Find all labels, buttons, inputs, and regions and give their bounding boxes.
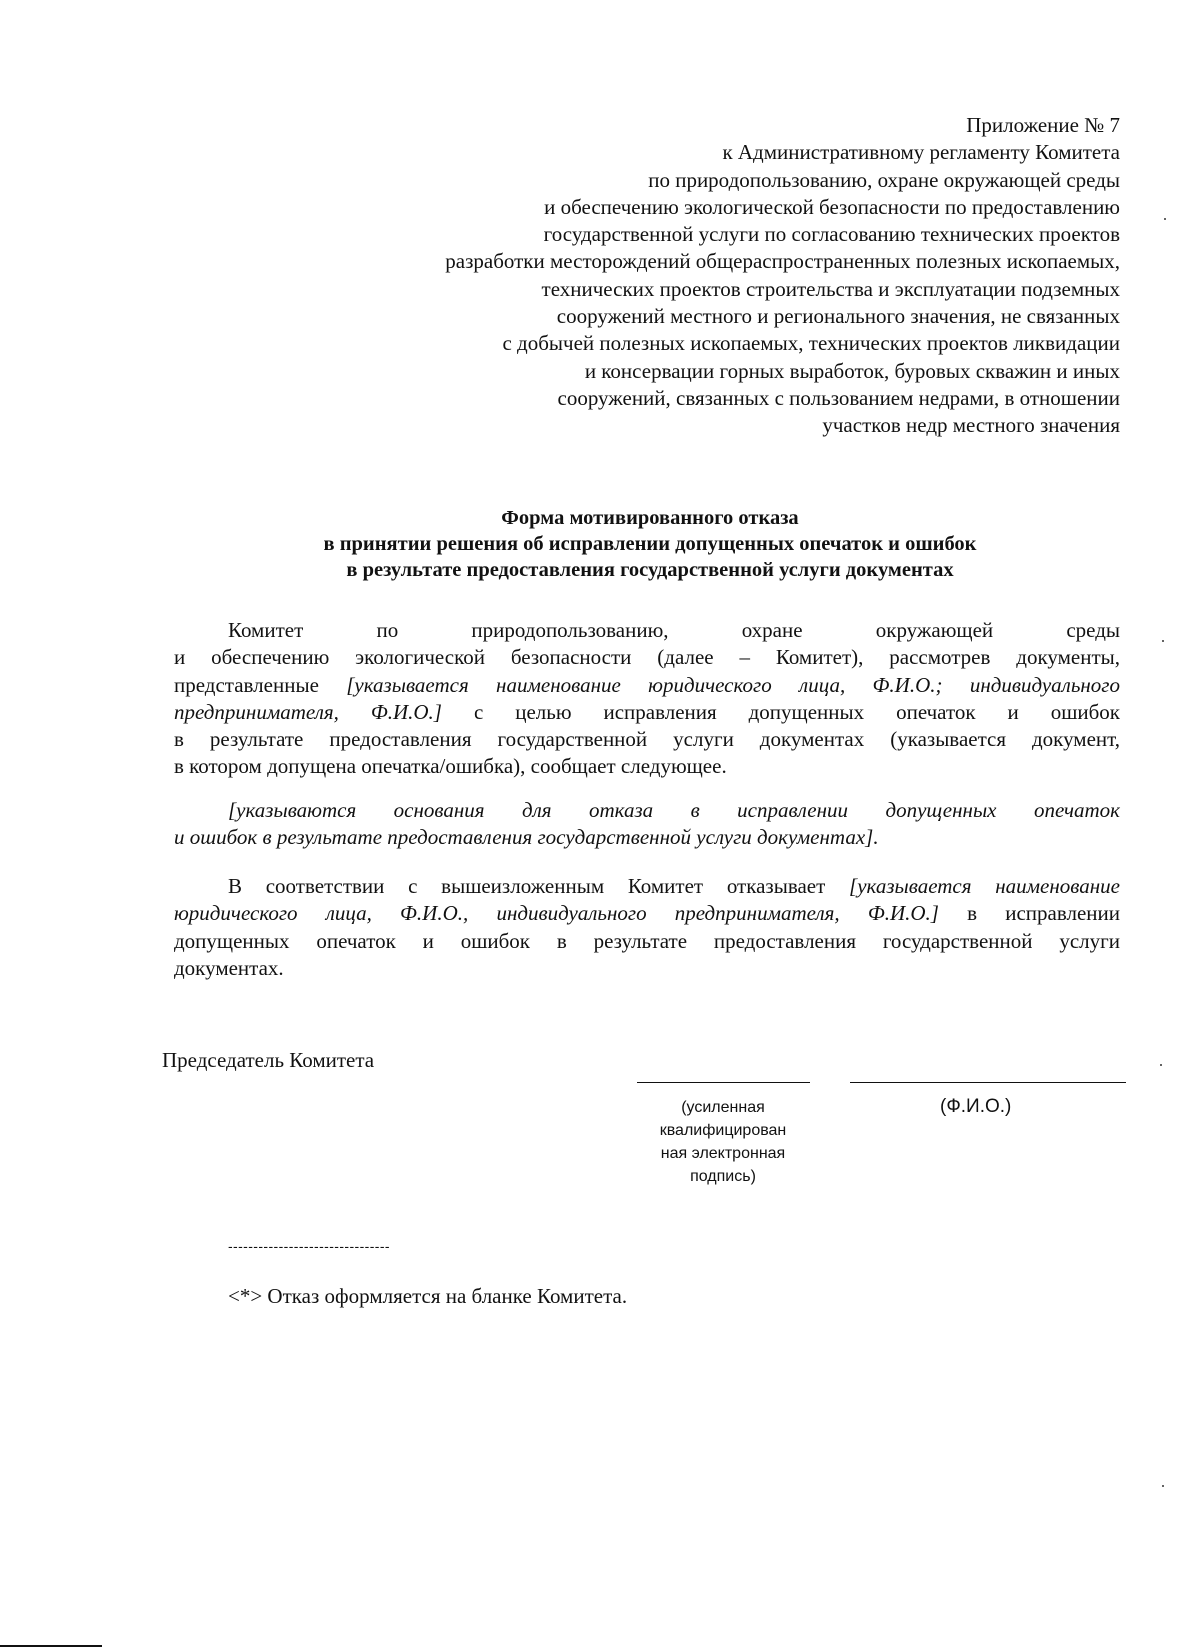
fio-caption: (Ф.И.О.) <box>940 1096 1012 1117</box>
signature-line <box>637 1082 810 1083</box>
placeholder-text: юридического лица, Ф.И.О., индивидуального предпринимателя, Ф.И.О.] <box>174 901 939 926</box>
header-line: по природопользованию, охране окружающей среды <box>648 167 1120 192</box>
para-line: юридического лица, Ф.И.О., индивидуального предпринимателя, Ф.И.О.] в исправлении <box>174 901 1121 926</box>
placeholder-text: [указывается наименование <box>849 874 1121 898</box>
scan-edge-line <box>0 1645 102 1647</box>
placeholder-text: [указывается наименование юридического лица, Ф.И.О.; индивидуального <box>346 672 1120 697</box>
placeholder-text: предпринимателя, Ф.И.О.] <box>174 699 442 724</box>
paragraph-refusal-decision <box>174 873 1120 982</box>
paragraph-committee-review <box>174 617 1120 781</box>
title-line: в результате предоставления государственной услуги документах <box>346 559 954 581</box>
chairman-label: Председатель Комитета <box>162 1048 375 1072</box>
para-line: предпринимателя, Ф.И.О.] с целью исправления допущенных опечаток и ошибок <box>174 699 1120 724</box>
appendix-header <box>445 112 1120 440</box>
title-line: Форма мотивированного отказа <box>501 507 799 529</box>
footnote-separator: -------------------------------- <box>228 1238 390 1254</box>
header-line: и консервации горных выработок, буровых скважин и иных <box>584 358 1120 383</box>
name-line <box>850 1082 1126 1083</box>
para-line: [указываются основания для отказа в исправлении допущенных опечаток <box>228 798 1120 822</box>
para-line: и ошибок в результате предоставления государственной услуги документах]. <box>174 825 879 850</box>
para-line: документах. <box>174 955 284 980</box>
para-line: допущенных опечаток и ошибок в результате предоставления государственной услуги <box>174 928 1120 953</box>
para-line: Комитет по природопользованию, охране окружающей среды <box>228 618 1120 642</box>
header-line: сооружений, связанных с пользованием недрами, в отношении <box>557 385 1120 410</box>
header-line: технических проектов строительства и эксплуатации подземных <box>541 276 1120 301</box>
header-line: сооружений местного и регионального значения, не связанных <box>556 304 1120 329</box>
signature-caption: (усиленная квалифицирован ная электронная подпись) <box>659 1099 787 1185</box>
scan-speck <box>1160 1064 1162 1066</box>
paragraph-refusal-grounds <box>174 797 1120 852</box>
header-line: к Административному регламенту Комитета <box>722 140 1120 165</box>
title-line: в принятии решения об исправлении допущенных опечаток и ошибок <box>323 533 977 555</box>
para-line: в котором допущена опечатка/ошибка), сообщает следующее. <box>174 754 727 779</box>
header-line: с добычей полезных ископаемых, технических проектов ликвидации <box>502 331 1120 356</box>
para-line: В соответствии с вышеизложенным Комитет отказывает [указывается наименование <box>228 874 1121 898</box>
header-line: и обеспечению экологической безопасности по предоставлению <box>544 194 1120 219</box>
document-title <box>0 505 1200 583</box>
scan-speck <box>1162 640 1164 642</box>
para-line: представленные [указывается наименование юридического лица, Ф.И.О.; индивидуального <box>174 672 1120 697</box>
header-line: разработки месторождений общераспространенных полезных ископаемых, <box>445 249 1120 274</box>
para-line: и обеспечению экологической безопасности (далее – Комитет), рассмотрев документы, <box>174 645 1120 670</box>
scan-speck <box>1164 218 1166 220</box>
header-line: Приложение № 7 <box>966 113 1120 137</box>
footnote-text: <*> Отказ оформляется на бланке Комитета. <box>228 1284 628 1308</box>
header-line: государственной услуги по согласованию технических проектов <box>543 222 1120 247</box>
scan-speck <box>1162 1485 1164 1487</box>
para-line: в результате предоставления государственной услуги документах (указывается документ, <box>174 727 1120 752</box>
header-line: участков недр местного значения <box>822 413 1120 438</box>
